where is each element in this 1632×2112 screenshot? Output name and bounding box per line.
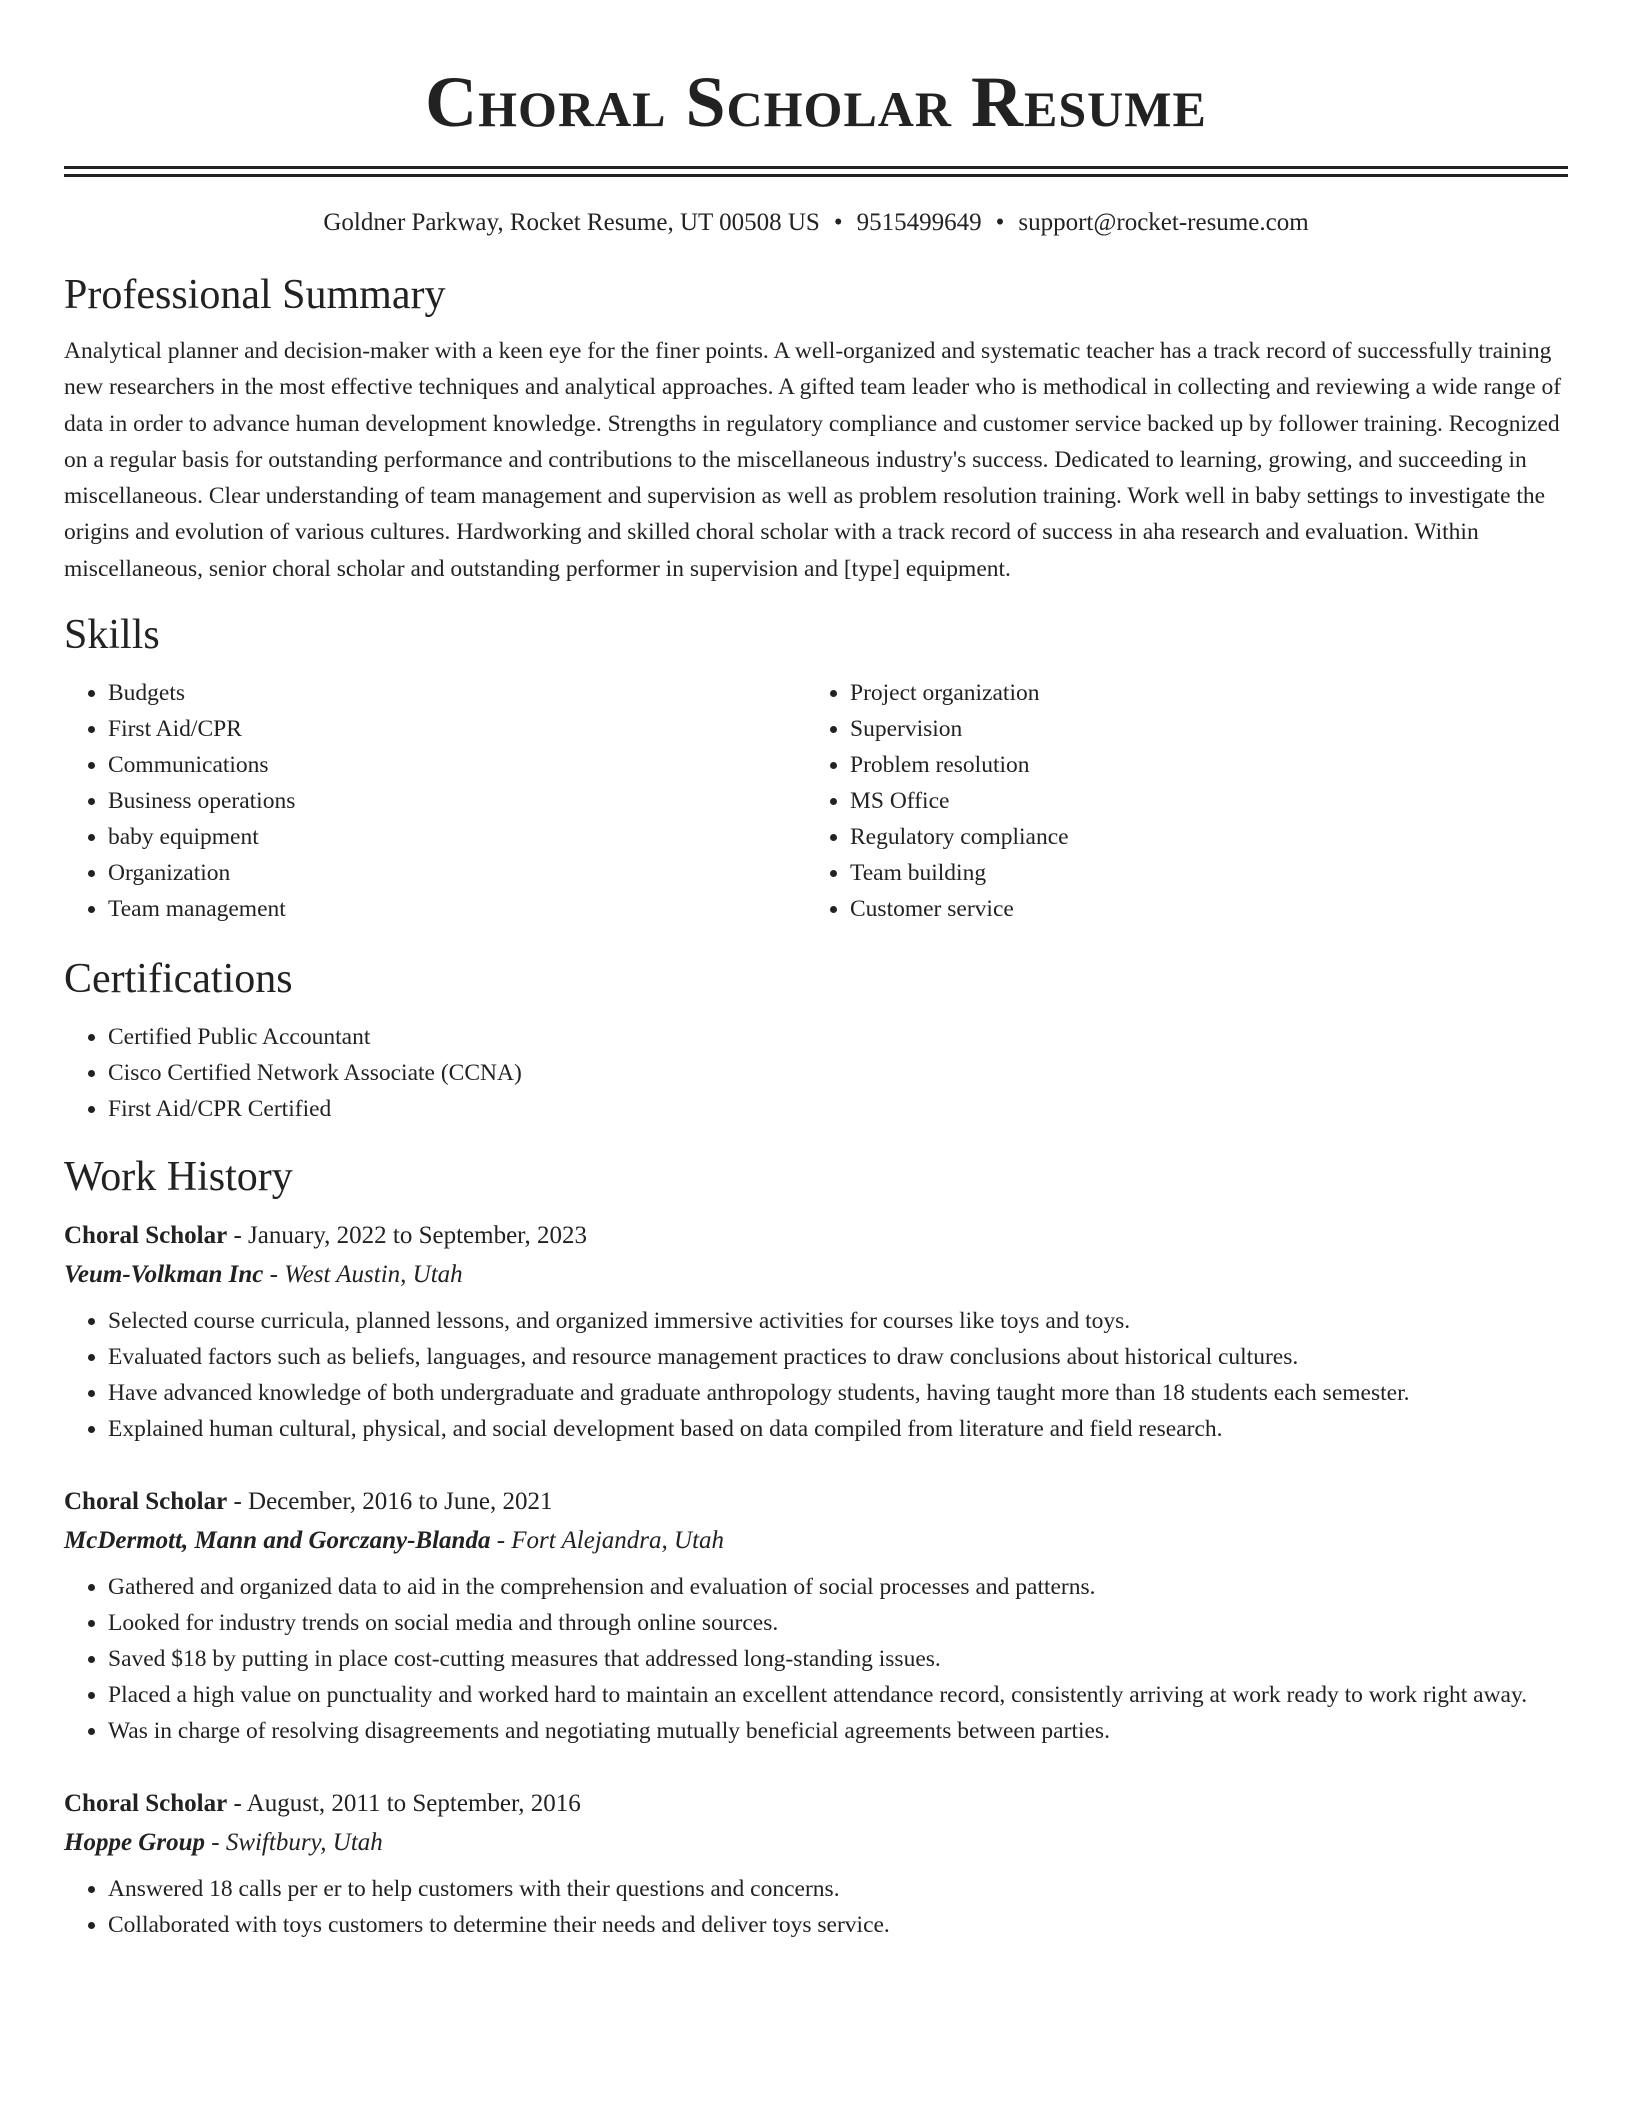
job-dates: January, 2022 to September, 2023 [248, 1222, 588, 1250]
contact-address: Goldner Parkway, Rocket Resume, UT 00508 US [323, 209, 820, 236]
summary-heading: Professional Summary [64, 272, 446, 318]
job-bullets [64, 1569, 1568, 1749]
certifications-heading: Certifications [64, 956, 293, 1003]
title-divider-bottom [64, 174, 1568, 177]
contact-phone: 9515499649 [856, 209, 982, 236]
skill-item: • Communications [108, 747, 806, 783]
job-title-line [64, 1785, 1568, 1823]
job-dates: August, 2011 to September, 2016 [246, 1790, 581, 1818]
job-bullets [64, 1303, 1568, 1447]
job-employer-line [64, 1255, 1568, 1295]
certification-item: • First Aid/CPR Certified [108, 1091, 1568, 1127]
resume-title: Choral Scholar Resume [425, 62, 1207, 142]
job-title: Choral Scholar [64, 1222, 228, 1250]
summary-text: Analytical planner and decision-maker with a keen eye for the finer points. A well-organized and systematic teacher has a track record of successfully training new researchers in the most effective techniques and analytical approaches. A gifted team leader who is methodical in collecting and reviewing a wide range of data in order to advance human development knowledge. Strengths in regulatory compliance and customer service backed up by follower training. Recognized on a regular basis for outstanding performance and contributions to the miscellaneous industry's success. Dedicated to learning, growing, and succeeding in miscellaneous. Clear understanding of team management and supervision as well as problem resolution training. Work well in baby settings to investigate the origins and evolution of various cultures. Hardworking and skilled choral scholar with a track record of success in aha research and evaluation. Within miscellaneous, senior choral scholar and outstanding performer in supervision and [type] equipment. [64, 338, 1562, 582]
job-bullet: • Evaluated factors such as beliefs, languages, and resource management practices to draw conclusions about historical cultures. [108, 1339, 1568, 1375]
job-bullet: • Collaborated with toys customers to determine their needs and deliver toys service. [108, 1907, 1568, 1943]
contact-email: support@rocket-resume.com [1018, 209, 1309, 236]
skill-item: • Organization [108, 855, 806, 891]
certification-item: • Certified Public Accountant [108, 1019, 1568, 1055]
job-bullet: • Looked for industry trends on social media and through online sources. [108, 1605, 1568, 1641]
contact-separator: • [833, 209, 843, 236]
skill-item: • MS Office [850, 783, 1548, 819]
job-company: McDermott, Mann and Gorczany-Blanda [64, 1527, 491, 1555]
skill-item: • Team building [850, 855, 1548, 891]
job-entry [64, 1785, 1568, 1943]
title-divider-top [64, 166, 1568, 169]
job-dash: - [233, 1222, 242, 1250]
skill-item: • Regulatory compliance [850, 819, 1548, 855]
skills-columns [64, 675, 1568, 927]
job-dash: - [269, 1261, 278, 1289]
job-bullets [64, 1871, 1568, 1943]
skill-item: • Project organization [850, 675, 1548, 711]
contact-separator: • [995, 209, 1005, 236]
job-company: Veum-Volkman Inc [64, 1261, 264, 1289]
skill-item: • First Aid/CPR [108, 711, 806, 747]
job-location: Swiftbury, Utah [225, 1829, 383, 1857]
job-title: Choral Scholar [64, 1488, 228, 1516]
contact-line [64, 207, 1568, 239]
job-employer-line [64, 1521, 1568, 1561]
job-bullet: • Have advanced knowledge of both undergraduate and graduate anthropology students, having taught more than 18 students each semester. [108, 1375, 1568, 1411]
job-title-line [64, 1217, 1568, 1255]
skill-item: • Business operations [108, 783, 806, 819]
job-dash: - [233, 1790, 242, 1818]
skills-right-list [806, 675, 1548, 927]
job-dash: - [211, 1829, 220, 1857]
job-location: Fort Alejandra, Utah [511, 1527, 725, 1555]
job-entry [64, 1217, 1568, 1447]
skill-item: • Supervision [850, 711, 1548, 747]
job-bullet: • Saved $18 by putting in place cost-cutting measures that addressed long-standing issues. [108, 1641, 1568, 1677]
work-history-heading: Work History [64, 1154, 293, 1201]
job-bullet: • Gathered and organized data to aid in the comprehension and evaluation of social processes and patterns. [108, 1569, 1568, 1605]
skill-item: • Customer service [850, 891, 1548, 927]
job-location: West Austin, Utah [284, 1261, 463, 1289]
skill-item: • baby equipment [108, 819, 806, 855]
job-dash: - [233, 1488, 242, 1516]
resume-page [64, 0, 1568, 1943]
job-dash: - [496, 1527, 506, 1555]
job-bullet: • Explained human cultural, physical, and social development based on data compiled from literature and field research. [108, 1411, 1568, 1447]
job-entry [64, 1483, 1568, 1749]
skill-item: • Problem resolution [850, 747, 1548, 783]
job-bullet: • Answered 18 calls per er to help customers with their questions and concerns. [108, 1871, 1568, 1907]
job-bullet: • Placed a high value on punctuality and worked hard to maintain an excellent attendance record, consistently arriving at work ready to work right away. [108, 1677, 1568, 1713]
job-bullet: • Selected course curricula, planned lessons, and organized immersive activities for courses like toys and toys. [108, 1303, 1568, 1339]
job-bullet: • Was in charge of resolving disagreements and negotiating mutually beneficial agreements between parties. [108, 1713, 1568, 1749]
skills-heading: Skills [64, 612, 160, 659]
skills-left-list [64, 675, 806, 927]
skill-item: • Team management [108, 891, 806, 927]
job-employer-line [64, 1823, 1568, 1863]
job-title-line [64, 1483, 1568, 1521]
certification-item: • Cisco Certified Network Associate (CCNA) [108, 1055, 1568, 1091]
job-dates: December, 2016 to June, 2021 [248, 1488, 553, 1516]
certifications-list [64, 1019, 1568, 1127]
job-company: Hoppe Group [64, 1829, 205, 1857]
skill-item: • Budgets [108, 675, 806, 711]
job-title: Choral Scholar [64, 1790, 228, 1818]
